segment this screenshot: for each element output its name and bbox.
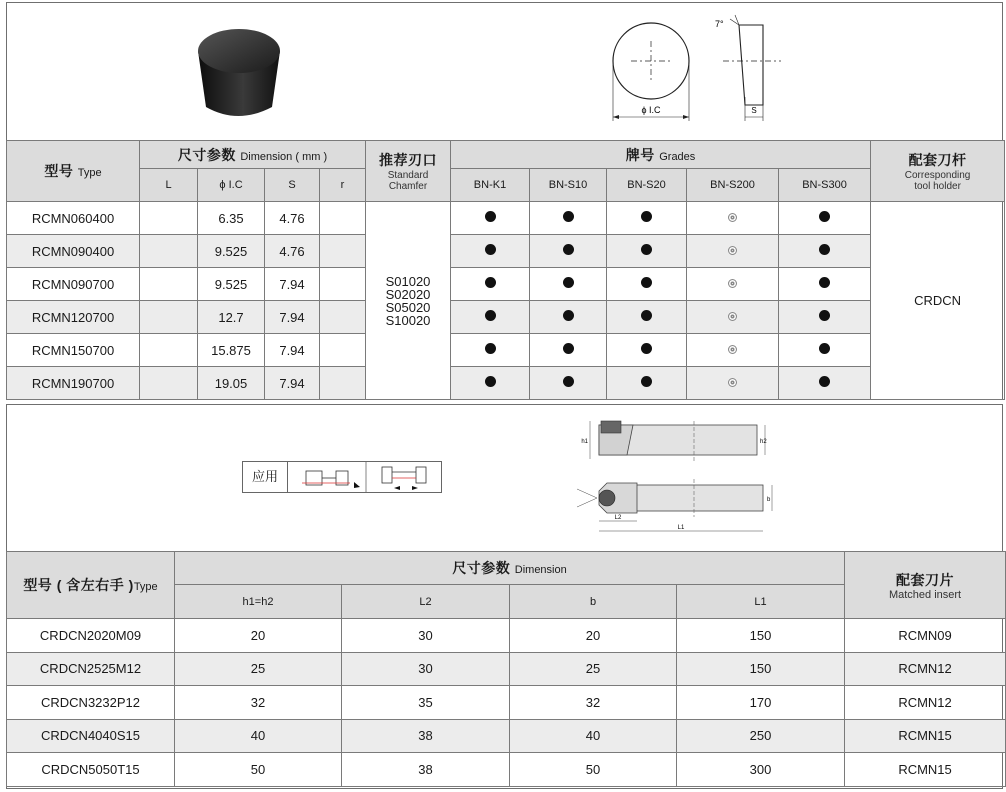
type-cell: RCMN150700 — [7, 334, 140, 367]
holder-l1-cell: 170 — [677, 686, 845, 720]
holder-b-cell: 40 — [510, 719, 677, 753]
filled-dot-icon — [819, 343, 830, 354]
filled-dot-icon — [563, 343, 574, 354]
filled-dot-icon — [563, 310, 574, 321]
dim-sub-r: r — [320, 169, 366, 202]
grade-cell — [530, 334, 607, 367]
s-cell: 7.94 — [265, 301, 320, 334]
type-cell: RCMN190700 — [7, 367, 140, 400]
grade-cell — [779, 268, 871, 301]
table-row — [7, 301, 1005, 334]
l-cell — [140, 202, 198, 235]
l-cell — [140, 235, 198, 268]
chamfer-item: S10020 — [385, 312, 431, 328]
col-type-header: 型号 Type — [7, 141, 140, 202]
holder-h-cell: 25 — [175, 652, 342, 686]
col-grades-header: 牌号 Grades — [451, 141, 871, 169]
holder-l1-cell: 150 — [677, 652, 845, 686]
grade-cell — [687, 202, 779, 235]
angle-label: 7° — [715, 19, 724, 29]
holder-b-cell: 20 — [510, 619, 677, 653]
table-row — [7, 367, 1005, 400]
holder-b-cell: 25 — [510, 652, 677, 686]
l-cell — [140, 301, 198, 334]
h1-label: h1 — [581, 439, 588, 445]
filled-dot-icon — [485, 376, 496, 387]
col-holder-header: 配套刀杆 Corresponding tool holder — [871, 141, 1005, 202]
grade-cell — [779, 202, 871, 235]
dim-sub-ic: ϕ I.C — [198, 169, 265, 202]
chamfer-item: S01020 — [385, 273, 431, 289]
grade-sub-s10: BN-S10 — [530, 169, 607, 202]
grade-cell — [779, 235, 871, 268]
filled-dot-icon — [485, 277, 496, 288]
r-cell — [320, 268, 366, 301]
chamfer-item: S05020 — [385, 299, 431, 315]
col-chamfer-header: 推荐刃口 Standard Chamfer — [366, 141, 451, 202]
holder-table — [6, 551, 1006, 787]
grade-sub-s20: BN-S20 — [607, 169, 687, 202]
grade-cell — [607, 334, 687, 367]
holder-b-cell: 50 — [510, 753, 677, 787]
filled-dot-icon — [485, 211, 496, 222]
holder-h-cell: 20 — [175, 619, 342, 653]
r-cell — [320, 301, 366, 334]
grade-cell — [687, 301, 779, 334]
filled-dot-icon — [563, 376, 574, 387]
grade-cell — [607, 301, 687, 334]
holder-l2-cell: 30 — [342, 619, 510, 653]
s-cell: 4.76 — [265, 235, 320, 268]
table-row — [7, 686, 1006, 720]
grade-sub-s300: BN-S300 — [779, 169, 871, 202]
grade-cell — [779, 301, 871, 334]
s-cell: 7.94 — [265, 334, 320, 367]
holder-col-insert-header: 配套刀片 Matched insert — [845, 552, 1006, 619]
type-cell: RCMN120700 — [7, 301, 140, 334]
holder-sub-b: b — [510, 585, 677, 619]
dim-sub-l: L — [140, 169, 198, 202]
ring-icon — [728, 378, 737, 387]
r-cell — [320, 334, 366, 367]
holder-panel — [6, 404, 1003, 789]
s-cell: 4.76 — [265, 202, 320, 235]
holder-l1-cell: 300 — [677, 753, 845, 787]
r-cell — [320, 202, 366, 235]
type-cell: RCMN090700 — [7, 268, 140, 301]
holder-h-cell: 32 — [175, 686, 342, 720]
holder-sub-l1: L1 — [677, 585, 845, 619]
insert-photo — [192, 25, 284, 123]
filled-dot-icon — [819, 277, 830, 288]
r-cell — [320, 367, 366, 400]
holder-l2-cell: 38 — [342, 719, 510, 753]
chamfer-item: S02020 — [385, 286, 431, 302]
holder-h-cell: 50 — [175, 753, 342, 787]
ic-cell: 19.05 — [198, 367, 265, 400]
holder-type-cell: CRDCN4040S15 — [7, 719, 175, 753]
holder-drawing — [557, 409, 787, 539]
type-cell: RCMN090400 — [7, 235, 140, 268]
h2-label: h2 — [760, 439, 767, 445]
grade-cell — [607, 235, 687, 268]
b-label: b — [767, 497, 771, 503]
grade-cell — [687, 334, 779, 367]
grade-cell — [451, 367, 530, 400]
table-row — [7, 202, 1005, 235]
holder-l1-cell: 150 — [677, 619, 845, 653]
table-row — [7, 268, 1005, 301]
dim-sub-s: S — [265, 169, 320, 202]
filled-dot-icon — [563, 211, 574, 222]
l-cell — [140, 334, 198, 367]
grade-cell — [451, 202, 530, 235]
insert-panel — [6, 2, 1003, 400]
insert-drawing — [605, 9, 795, 131]
holder-b-cell: 32 — [510, 686, 677, 720]
table-row — [7, 334, 1005, 367]
type-cell: RCMN060400 — [7, 202, 140, 235]
grade-cell — [779, 367, 871, 400]
table-row — [7, 753, 1006, 787]
application-box — [242, 461, 442, 493]
grade-cell — [530, 268, 607, 301]
grade-sub-s200: BN-S200 — [687, 169, 779, 202]
grade-cell — [451, 268, 530, 301]
ic-label: ϕ I.C — [641, 105, 661, 115]
ring-icon — [728, 345, 737, 354]
table-row — [7, 652, 1006, 686]
chamfer-cell — [366, 202, 451, 400]
table-row — [7, 719, 1006, 753]
holder-col-dimension-header: 尺寸参数 Dimension — [175, 552, 845, 585]
holder-insert-cell: RCMN12 — [845, 652, 1006, 686]
holder-insert-cell: RCMN09 — [845, 619, 1006, 653]
s-cell: 7.94 — [265, 367, 320, 400]
r-cell — [320, 235, 366, 268]
grade-cell — [530, 301, 607, 334]
holder-l2-cell: 35 — [342, 686, 510, 720]
filled-dot-icon — [641, 277, 652, 288]
filled-dot-icon — [819, 310, 830, 321]
ring-icon — [728, 213, 737, 222]
l-cell — [140, 268, 198, 301]
holder-col-type-header: 型号 ( 含左右手 )Type — [7, 552, 175, 619]
s-label: S — [751, 106, 757, 115]
grade-cell — [451, 301, 530, 334]
table-row — [7, 619, 1006, 653]
holder-insert-cell: RCMN15 — [845, 753, 1006, 787]
holder-cell: CRDCN — [871, 202, 1005, 400]
ic-cell: 12.7 — [198, 301, 265, 334]
filled-dot-icon — [641, 310, 652, 321]
holder-h-cell: 40 — [175, 719, 342, 753]
table-row — [7, 235, 1005, 268]
ring-icon — [728, 312, 737, 321]
grade-sub-k1: BN-K1 — [451, 169, 530, 202]
grade-cell — [687, 235, 779, 268]
grade-cell — [607, 202, 687, 235]
filled-dot-icon — [819, 376, 830, 387]
holder-sub-h: h1=h2 — [175, 585, 342, 619]
grade-cell — [607, 268, 687, 301]
col-dimension-header: 尺寸参数 Dimension ( mm ) — [140, 141, 366, 169]
application-label: 应用 — [243, 462, 288, 492]
grade-cell — [451, 235, 530, 268]
ring-icon — [728, 279, 737, 288]
s-cell: 7.94 — [265, 268, 320, 301]
filled-dot-icon — [641, 244, 652, 255]
filled-dot-icon — [563, 277, 574, 288]
l-cell — [140, 367, 198, 400]
filled-dot-icon — [641, 376, 652, 387]
insert-table — [6, 140, 1005, 400]
ic-cell: 9.525 — [198, 268, 265, 301]
holder-l2-cell: 30 — [342, 652, 510, 686]
grade-cell — [530, 202, 607, 235]
filled-dot-icon — [563, 244, 574, 255]
grade-cell — [779, 334, 871, 367]
filled-dot-icon — [485, 343, 496, 354]
grade-cell — [451, 334, 530, 367]
ic-cell: 6.35 — [198, 202, 265, 235]
holder-l2-cell: 38 — [342, 753, 510, 787]
ring-icon — [728, 246, 737, 255]
filled-dot-icon — [819, 211, 830, 222]
holder-type-cell: CRDCN5050T15 — [7, 753, 175, 787]
holder-insert-cell: RCMN15 — [845, 719, 1006, 753]
holder-sub-l2: L2 — [342, 585, 510, 619]
holder-l1-cell: 250 — [677, 719, 845, 753]
grade-cell — [607, 367, 687, 400]
filled-dot-icon — [641, 211, 652, 222]
grade-cell — [687, 367, 779, 400]
filled-dot-icon — [485, 244, 496, 255]
l1-label: L1 — [677, 525, 685, 531]
holder-insert-cell: RCMN12 — [845, 686, 1006, 720]
holder-type-cell: CRDCN2525M12 — [7, 652, 175, 686]
filled-dot-icon — [819, 244, 830, 255]
holder-type-cell: CRDCN3232P12 — [7, 686, 175, 720]
filled-dot-icon — [641, 343, 652, 354]
holder-type-cell: CRDCN2020M09 — [7, 619, 175, 653]
ic-cell: 15.875 — [198, 334, 265, 367]
ic-cell: 9.525 — [198, 235, 265, 268]
application-drawing — [288, 462, 442, 492]
grade-cell — [687, 268, 779, 301]
filled-dot-icon — [485, 310, 496, 321]
grade-cell — [530, 235, 607, 268]
l2-label: L2 — [614, 515, 622, 521]
grade-cell — [530, 367, 607, 400]
